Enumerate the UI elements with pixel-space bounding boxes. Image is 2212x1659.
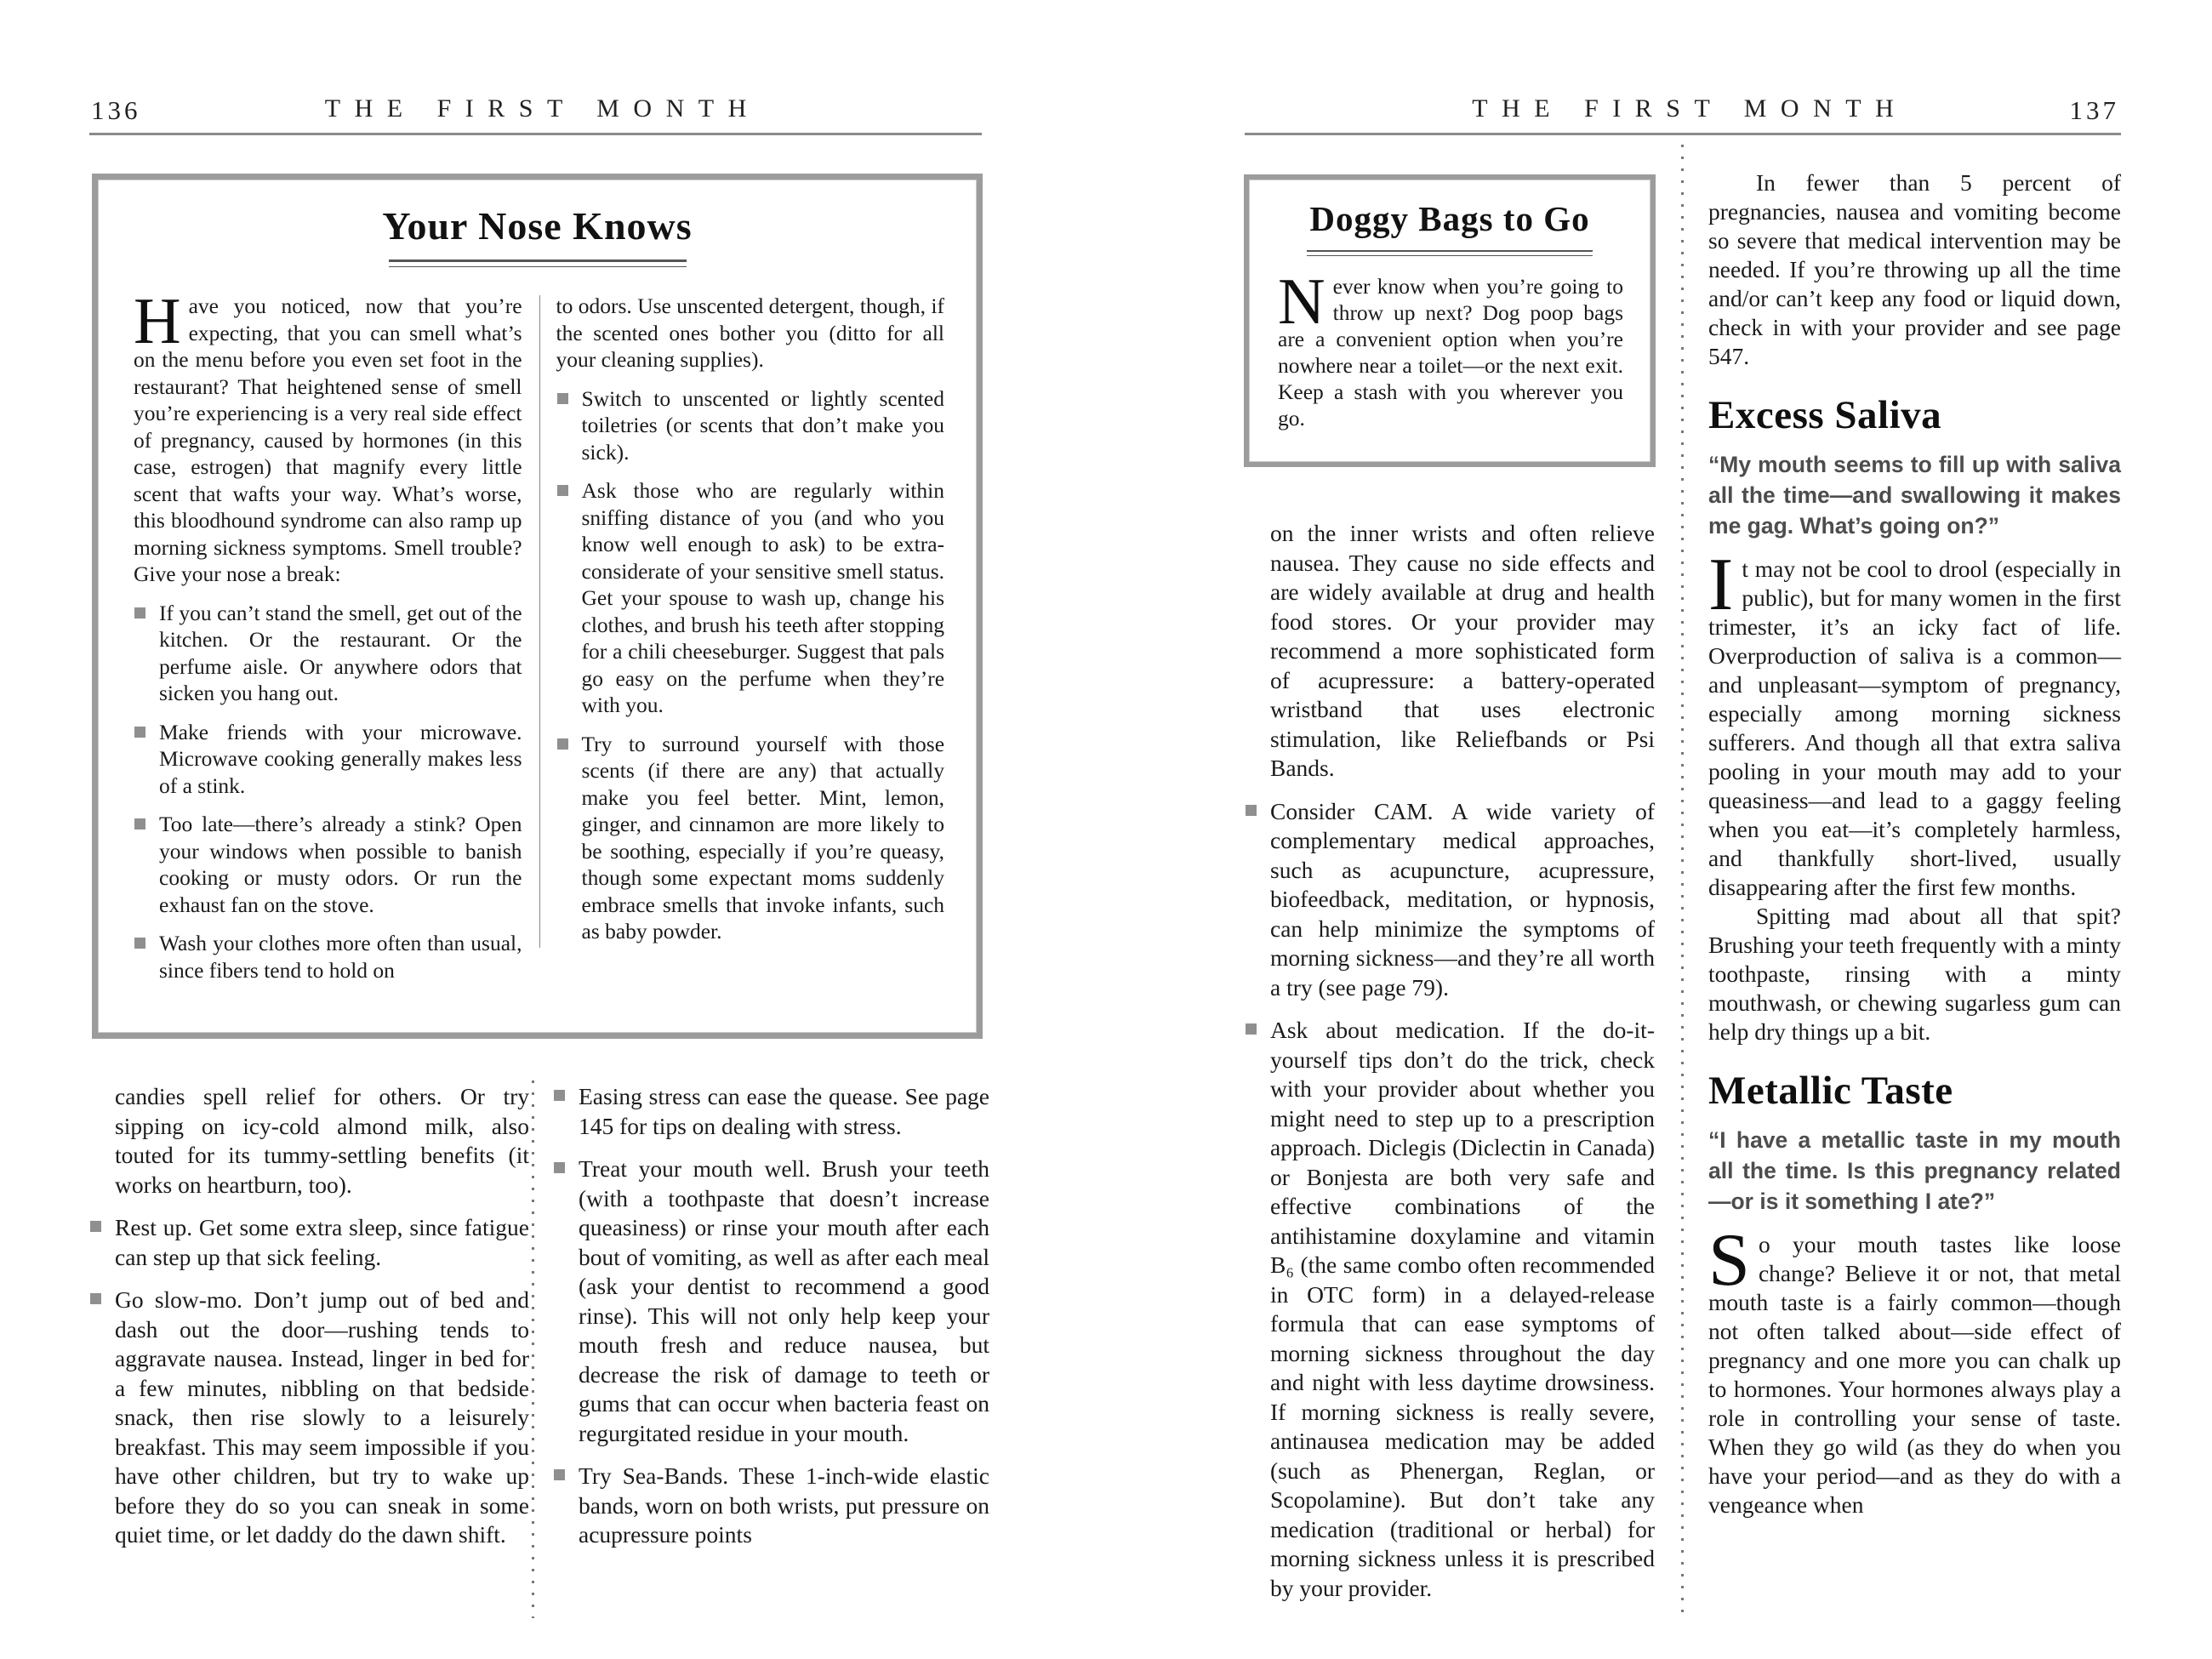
box-columns	[98, 267, 977, 983]
list-item	[1245, 797, 1655, 1003]
paragraph-text: ave you noticed, now that you’re expecting, that you can smell what’s on the menu before you even set foot in the restaurant? That heightened sense of smell you’re experiencing is a very real side effect of pregnancy, caused by hormones (in this case, estrogen) that magnify every little scent that wafts your way. What’s worse, this bloodhound syndrome can also ramp up morning sickness symptoms. Smell trouble? Give your nose a break:	[134, 294, 522, 586]
box-title: Doggy Bags to Go	[1309, 199, 1590, 238]
left-page-number: 136	[91, 95, 141, 125]
right-page-column-divider-dotted	[1681, 145, 1684, 1615]
paragraph-text: t may not be cool to drool (especially in public), but for many women in the first trimester, it’s an icky fact of life. Overproduction of saliva is a common—and unpleasant—symptom of pregnancy, especially among morning sickness sufferers. And though all that extra saliva pooling in your mouth may add to your queasiness—and lead to a gaggy feeling when you eat—it’s completely harmless, and thankfully short-lived, usually disappearing after the first few months.	[1708, 556, 2121, 900]
list-item-text: Consider CAM. A wide variety of complementary medical approaches, such as acupuncture, acupressure, biofeedback, meditation, or hypnosis, can help minimize the symptoms of morning sickness—and they’re all worth a try (see page 79).	[1270, 797, 1655, 1001]
box-column-2	[556, 293, 945, 983]
list-item-text: Go slow-mo. Don’t jump out of bed and dash out the door—rushing tends to aggravate nausea. Instead, linger in bed for a few minutes, nibbling on that bedside snack, then rise slowly to a leisurely breakfast. This may seem impossible if you have other children, but try to wake up before they do so you can sneak in some quiet time, or let daddy do the dawn shift.	[115, 1286, 529, 1548]
paragraph	[1708, 544, 2121, 902]
sidebar-box-your-nose-knows	[92, 174, 983, 1039]
list-item-text: Ask those who are regularly within sniffing distance of you (and who you know well enough to ask) to be extra-considerate of your sensitive smell status. Get your spouse to wash up, change his clothes, and brush his teeth after stopping for a chili cheeseburger. Suggest that pals go easy on the perfume when they’re with you.	[581, 478, 945, 717]
list-item-text: Rest up. Get some extra sleep, since fatigue can step up that sick feeling.	[115, 1214, 529, 1270]
paragraph-text: o your mouth tastes like loose change? Believe it or not, that metal mouth taste is a fairly common—though not often talked about—side effect of pregnancy and one more you can chalk up to hormones. Your hormones always play a role in controlling your sense of taste. When they go wild (as they do when you have your period—and as they do with a vengeance when	[1708, 1231, 2121, 1518]
box-title: Your Nose Knows	[382, 204, 693, 248]
list-item-text: Ask about medication. If the do-it-yourself tips don’t do the trick, check with your provider about whether you might need to step up to a prescription approach. Diclegis (Diclectin in Canada) or Bonjesta are both very safe and effective combinations of the antihistamine doxylamine and vitamin B₆ (the same combo often recommended in OTC form) in a delayed-release formula that can ease symptoms of morning sickness throughout the day and night with less daytime drowsiness. If morning sickness is really severe, antinausea medication may be added (such as Phenergan, Reglan, or Scopolamine). But don’t take any medication (traditional or herbal) for morning sickness unless it is prescribed by your provider.	[1270, 1017, 1655, 1601]
title-double-rule	[1307, 250, 1593, 256]
box-column-1	[134, 284, 522, 983]
list-item-text: If you can’t stand the smell, get out of the kitchen. Or the restaurant. Or the perfume aisle. Or anywhere odors that sicken you hang out.	[159, 600, 522, 705]
paragraph	[1708, 1219, 2121, 1519]
section-heading-metallic-taste: Metallic Taste	[1708, 1069, 1953, 1113]
list-item	[553, 1462, 989, 1550]
continuation-paragraph: candies spell relief for others. Or try sipping on icy-cold almond milk, also touted for its tummy-settling benefits (it works on heartburn, too).	[115, 1083, 529, 1198]
list-item	[134, 600, 522, 707]
list-item-text: Try to surround yourself with those scents (if there are any) that actually make you feel better. Mint, lemon, ginger, and cinnamon are more likely to be soothing, especially if you’re queasy, though some expectant moms suddenly embrace smells that invoke infants, such as baby powder.	[581, 731, 945, 944]
list-item	[556, 385, 945, 466]
box-intro-paragraph	[134, 284, 522, 588]
list-item	[556, 477, 945, 719]
list-item	[89, 1213, 529, 1272]
bullet-icon	[554, 1469, 565, 1480]
continuation-paragraph: on the inner wrists and often relieve nausea. They cause no side effects and are widely available at drug and health food stores. Or your provider may recommend a more sophisticated form of acupressure: a battery-operated wristband that uses electronic stimulation, like Reliefbands or Psi Bands.	[1270, 520, 1655, 781]
list-item	[1245, 1016, 1655, 1603]
box-intro-paragraph	[1278, 265, 1623, 431]
bullet-icon	[1246, 1023, 1257, 1035]
list-item	[89, 1286, 529, 1550]
bullet-icon	[557, 485, 568, 496]
continuation-paragraph: to odors. Use unscented detergent, though, if the scented ones bother you (ditto for all your cleaning supplies).	[556, 294, 945, 372]
bullet-icon	[554, 1090, 565, 1101]
sidebar-box-doggy-bags-to-go	[1244, 174, 1656, 467]
list-item	[556, 731, 945, 945]
bullet-icon	[134, 818, 145, 830]
left-running-head: THE FIRST MONTH	[324, 94, 761, 123]
list-item-text: Wash your clothes more often than usual, since fibers tend to hold on	[159, 931, 522, 983]
right-running-head: THE FIRST MONTH	[1472, 94, 1908, 123]
paragraph: Spitting mad about all that spit? Brushing your teeth frequently with a minty toothpaste, rinsing with a minty mouthwash, or chewing sugarless gum can help dry things up a bit.	[1708, 903, 2121, 1045]
dropcap-letter: S	[1708, 1219, 1750, 1302]
title-double-rule	[389, 259, 687, 267]
section-heading-excess-saliva: Excess Saliva	[1708, 393, 1942, 437]
left-page-column-divider-dotted	[532, 1080, 534, 1618]
list-item-text: Try Sea-Bands. These 1-inch-wide elastic bands, worn on both wrists, put pressure on acupressure points	[579, 1462, 989, 1548]
bullet-icon	[90, 1221, 101, 1232]
dropcap-letter: I	[1708, 544, 1734, 626]
paragraph-text: ever know when you’re going to throw up next? Dog poop bags are a convenient option when you’re nowhere near a toilet—or the next exit. Keep a stash with you wherever you go.	[1278, 274, 1623, 430]
right-page-header	[1245, 90, 2121, 135]
box-column-divider	[539, 295, 540, 948]
left-page-column-1	[89, 1082, 529, 1550]
list-item	[553, 1082, 989, 1141]
box-paragraph	[1249, 256, 1650, 431]
list-item-text: Easing stress can ease the quease. See page 145 for tips on dealing with stress.	[579, 1083, 989, 1139]
list-item	[134, 811, 522, 918]
bullet-icon	[1246, 805, 1257, 816]
list-item	[134, 719, 522, 800]
bullet-icon	[554, 1162, 565, 1173]
bullet-icon	[557, 738, 568, 750]
paragraph: In fewer than 5 percent of pregnancies, nausea and vomiting become so severe that medical intervention may be needed. If you’re throwing up all the time and/or can’t keep any food or liquid down, check in with your provider and see page 547.	[1708, 169, 2121, 369]
list-item-text: Treat your mouth well. Brush your teeth (with a toothpaste that doesn’t increase queasiness) or rinse your mouth after each bout of vomiting, as well as after each meal (ask your dentist to recommend a good rinse). This will not only help keep your mouth fresh and reduce nausea, but decrease the risk of damage to teeth or gums that can occur when bacteria feast on regurgitated residue in your mouth.	[579, 1155, 989, 1446]
bullet-icon	[90, 1293, 101, 1304]
right-page-number: 137	[2069, 95, 2119, 125]
left-page-header	[89, 90, 982, 135]
list-item-text: Make friends with your microwave. Microwave cooking generally makes less of a stink.	[159, 719, 522, 798]
list-item	[553, 1154, 989, 1448]
list-item	[134, 930, 522, 983]
bullet-icon	[134, 938, 145, 949]
right-page-column-2	[1708, 168, 2121, 1519]
bullet-icon	[557, 393, 568, 404]
dropcap-letter: N	[1278, 265, 1325, 338]
list-item-text: Too late—there’s already a stink? Open your windows when possible to banish cooking or musty odors. Or run the exhaust fan on the stove.	[159, 812, 522, 917]
bullet-icon	[134, 607, 145, 619]
reader-quote: “I have a metallic taste in my mouth all the time. Is this pregnancy related—or is it something I ate?”	[1708, 1127, 2121, 1214]
list-item-text: Switch to unscented or lightly scented toiletries (or scents that don’t make you sick).	[581, 385, 945, 465]
right-page-column-1	[1245, 519, 1655, 1603]
bullet-icon	[134, 727, 145, 738]
left-page-column-2	[553, 1082, 989, 1550]
reader-quote: “My mouth seems to fill up with saliva all the time—and swallowing it makes me gag. What’s going on?”	[1708, 452, 2121, 539]
dropcap-letter: H	[134, 284, 181, 357]
